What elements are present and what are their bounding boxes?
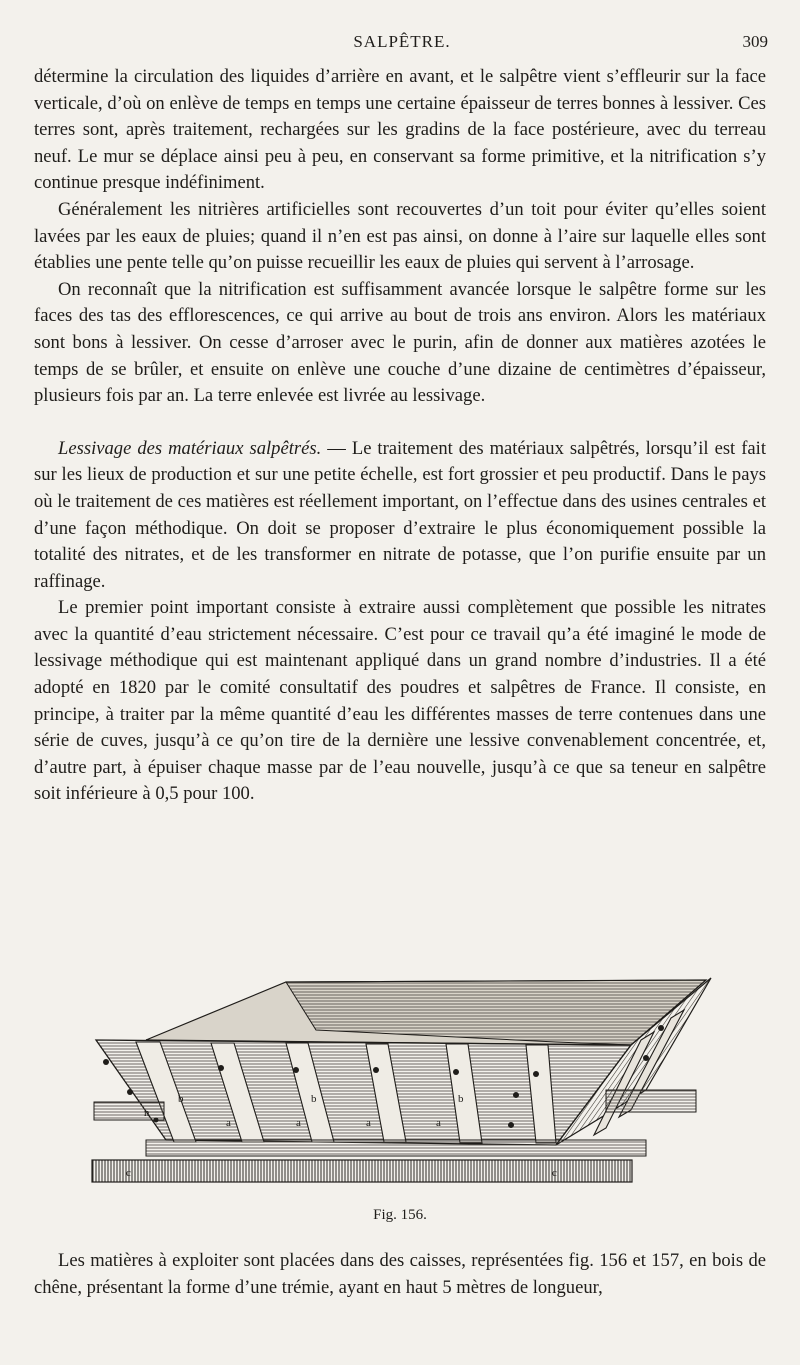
figure-caption: Fig. 156. [373,1207,427,1223]
page-number: 309 [742,32,768,51]
figure-156-illustration [86,970,716,1202]
label-c-2: c [552,1167,557,1179]
closing-text [34,1248,766,1301]
paragraph-2: Généralement les nitrières artificielles sont recouvertes d’un toit pour éviter qu’elles soient lavées par les eaux de pluies; quand il n’en est pas ainsi, on donne à l’aire sur laquelle elles sont établies une pente telle qu’on puisse recueillir les eaux de pluies qui servent à l’arrosage. [34,198,766,274]
label-a-3: a [366,1117,371,1129]
running-title: SALPÊTRE. [353,32,451,51]
label-b-1: b [178,1093,184,1105]
label-c-1: c [126,1167,131,1179]
paragraph-1: détermine la circulation des liquides d’arrière en avant, et le salpêtre vient s’effleurir sur la face verticale, d’où on enlève de temps en temps une certaine épaisseur de terres bonnes à lessiver. Ces terres sont, après traitement, rechargées sur les gradins de la face postérieure, avec du terreau neuf. Le mur se déplace ainsi peu à peu, en conservant sa forme primitive, et la nitrification s’y continue presque indéfiniment. [34,66,766,194]
label-a-2: a [296,1117,301,1129]
paragraph-6: Les matières à exploiter sont placées dans des caisses, représentées fig. 156 et 157, en bois de chêne, présentant la forme d’une trémie, ayant en haut 5 mètres de longueur, [34,1250,766,1298]
label-b-2: b [311,1093,317,1105]
section-title: Lessivage des matériaux salpêtrés. [58,437,322,459]
section-gap [34,410,766,436]
main-text [34,64,766,808]
label-a-1: a [226,1117,231,1129]
paragraph-4-text: — Le traitement des matériaux salpêtrés, lorsqu’il est fait sur les lieux de production et sur une petite échelle, est fort grossier et peu productif. Dans le pays où le traitement de ces matières est réellement important, on l’effectue dans des usines centrales et d’une façon méthodique. On doit se proposer d’extraire le plus économiquement possible la totalité des nitrates, et de les transformer en nitrate de potasse, que l’on purifie ensuite par un raffinage. [34,437,766,592]
paragraph-5: Le premier point important consiste à extraire aussi complètement que possible les nitrates avec la quantité d’eau strictement nécessaire. C’est pour ce travail qu’a été imaginé le mode de lessivage méthodique qui est maintenant appliqué dans un grand nombre d’industries. Il a été adopté en 1820 par le comité consultatif des poudres et salpêtres de France. Il consiste, en principe, à traiter par la même quantité d’eau les différentes masses de terre contenues dans une série de cuves, jusqu’à ce qu’on tire de la dernière une lessive convenablement concentrée, et, d’autre part, à épuiser chaque masse par de l’eau nouvelle, jusqu’à ce que sa teneur en salpêtre soit inférieure à 0,5 pour 100. [34,597,766,805]
label-n: n [144,1107,150,1119]
label-b-3: b [458,1093,464,1105]
label-a-4: a [436,1117,441,1129]
leaching-vat-engraving [86,970,716,1202]
running-header [34,32,770,56]
paragraph-4 [34,436,766,596]
base-plank [92,1160,632,1182]
paragraph-3: On reconnaît que la nitrification est suffisamment avancée lorsque le salpêtre forme sur les faces des tas des efflorescences, ce qui arrive au bout de trois ans environ. Alors les matériaux sont bons à lessiver. On cesse d’arroser avec le purin, afin de donner aux matières azotées le temps de se brûler, et ensuite on enlève une couche d’une dizaine de centimètres d’épaisseur, plusieurs fois par an. La terre enlevée est livrée au lessivage. [34,278,766,407]
